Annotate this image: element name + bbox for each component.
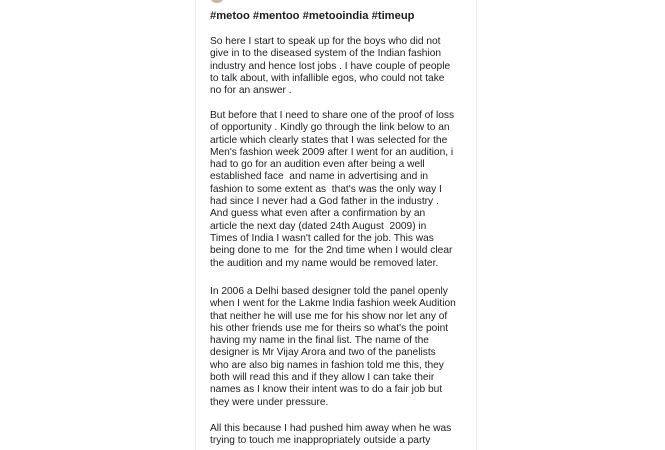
text-line: when I went for the Lakme India fashion week Audition xyxy=(210,298,456,310)
text-line: had since I never had a God father in the industry . xyxy=(210,196,439,208)
text-line: they were under pressure. xyxy=(210,396,329,408)
text-line: both will read this and if they allow I can take their xyxy=(210,372,435,384)
post-paragraph-4 xyxy=(210,423,472,448)
text-line: names as I know their intent was to do a fair job but xyxy=(210,384,443,396)
text-line: no for an answer . xyxy=(210,85,292,97)
text-line: Times of India I wasn't called for the job. This was xyxy=(210,232,434,244)
text-line: designer is Mr Vijay Arora and two of the panelists xyxy=(210,347,436,359)
post-paragraph-2 xyxy=(210,110,472,270)
text-line: article the next day (dated 24th August 2009) in xyxy=(210,220,427,232)
text-line: his other friends use me for theirs so what's the point xyxy=(210,322,449,334)
text-line: being done to me for the 2nd time when I would clear xyxy=(210,245,453,257)
text-line: But before that I need to share one of the proof of loss xyxy=(210,110,455,121)
text-line: having my name in the final list. The name of the xyxy=(210,335,429,347)
text-line: that neither he will use me for his show nor let any of xyxy=(210,310,448,322)
text-line: established face and name in advertising and in xyxy=(210,171,429,183)
hashtags[interactable]: #metoo #mentoo #metooindia #timeup xyxy=(210,10,415,22)
text-line: And guess what even after a confirmation by an xyxy=(210,208,426,220)
text-line: had to go for an audition even after being a well xyxy=(210,159,425,171)
text-line: of opportunity . Kindly go through the link below to an xyxy=(210,122,450,134)
text-line: to talk about, with infallible egos, who could not take xyxy=(210,72,445,84)
text-line: give in to the diseased system of the Indian fashion xyxy=(210,48,442,60)
text-line: All this because I had pushed him away when he was xyxy=(210,423,452,434)
post-paragraph-1 xyxy=(210,36,472,97)
text-line: article which clearly states that I was selected for the xyxy=(210,134,448,146)
text-line: trying to touch me inappropriately outside a party xyxy=(210,435,431,447)
text-line: fashion to some extent as that's was the only way I xyxy=(210,183,442,195)
text-line: industry and hence lost jobs . I have couple of people xyxy=(210,60,451,72)
text-line: Men's fashion week 2009 after I went for an audition, i xyxy=(210,146,454,158)
post-paragraph-3 xyxy=(210,286,472,409)
text-line: the audition and my name would be removed later. xyxy=(210,257,439,269)
text-line: who are also big names in fashion told me this, they xyxy=(210,359,444,371)
text-line: In 2006 a Delhi based designer told the panel openly xyxy=(210,286,448,297)
text-line: So here I start to speak up for the boys who did not xyxy=(210,36,441,47)
